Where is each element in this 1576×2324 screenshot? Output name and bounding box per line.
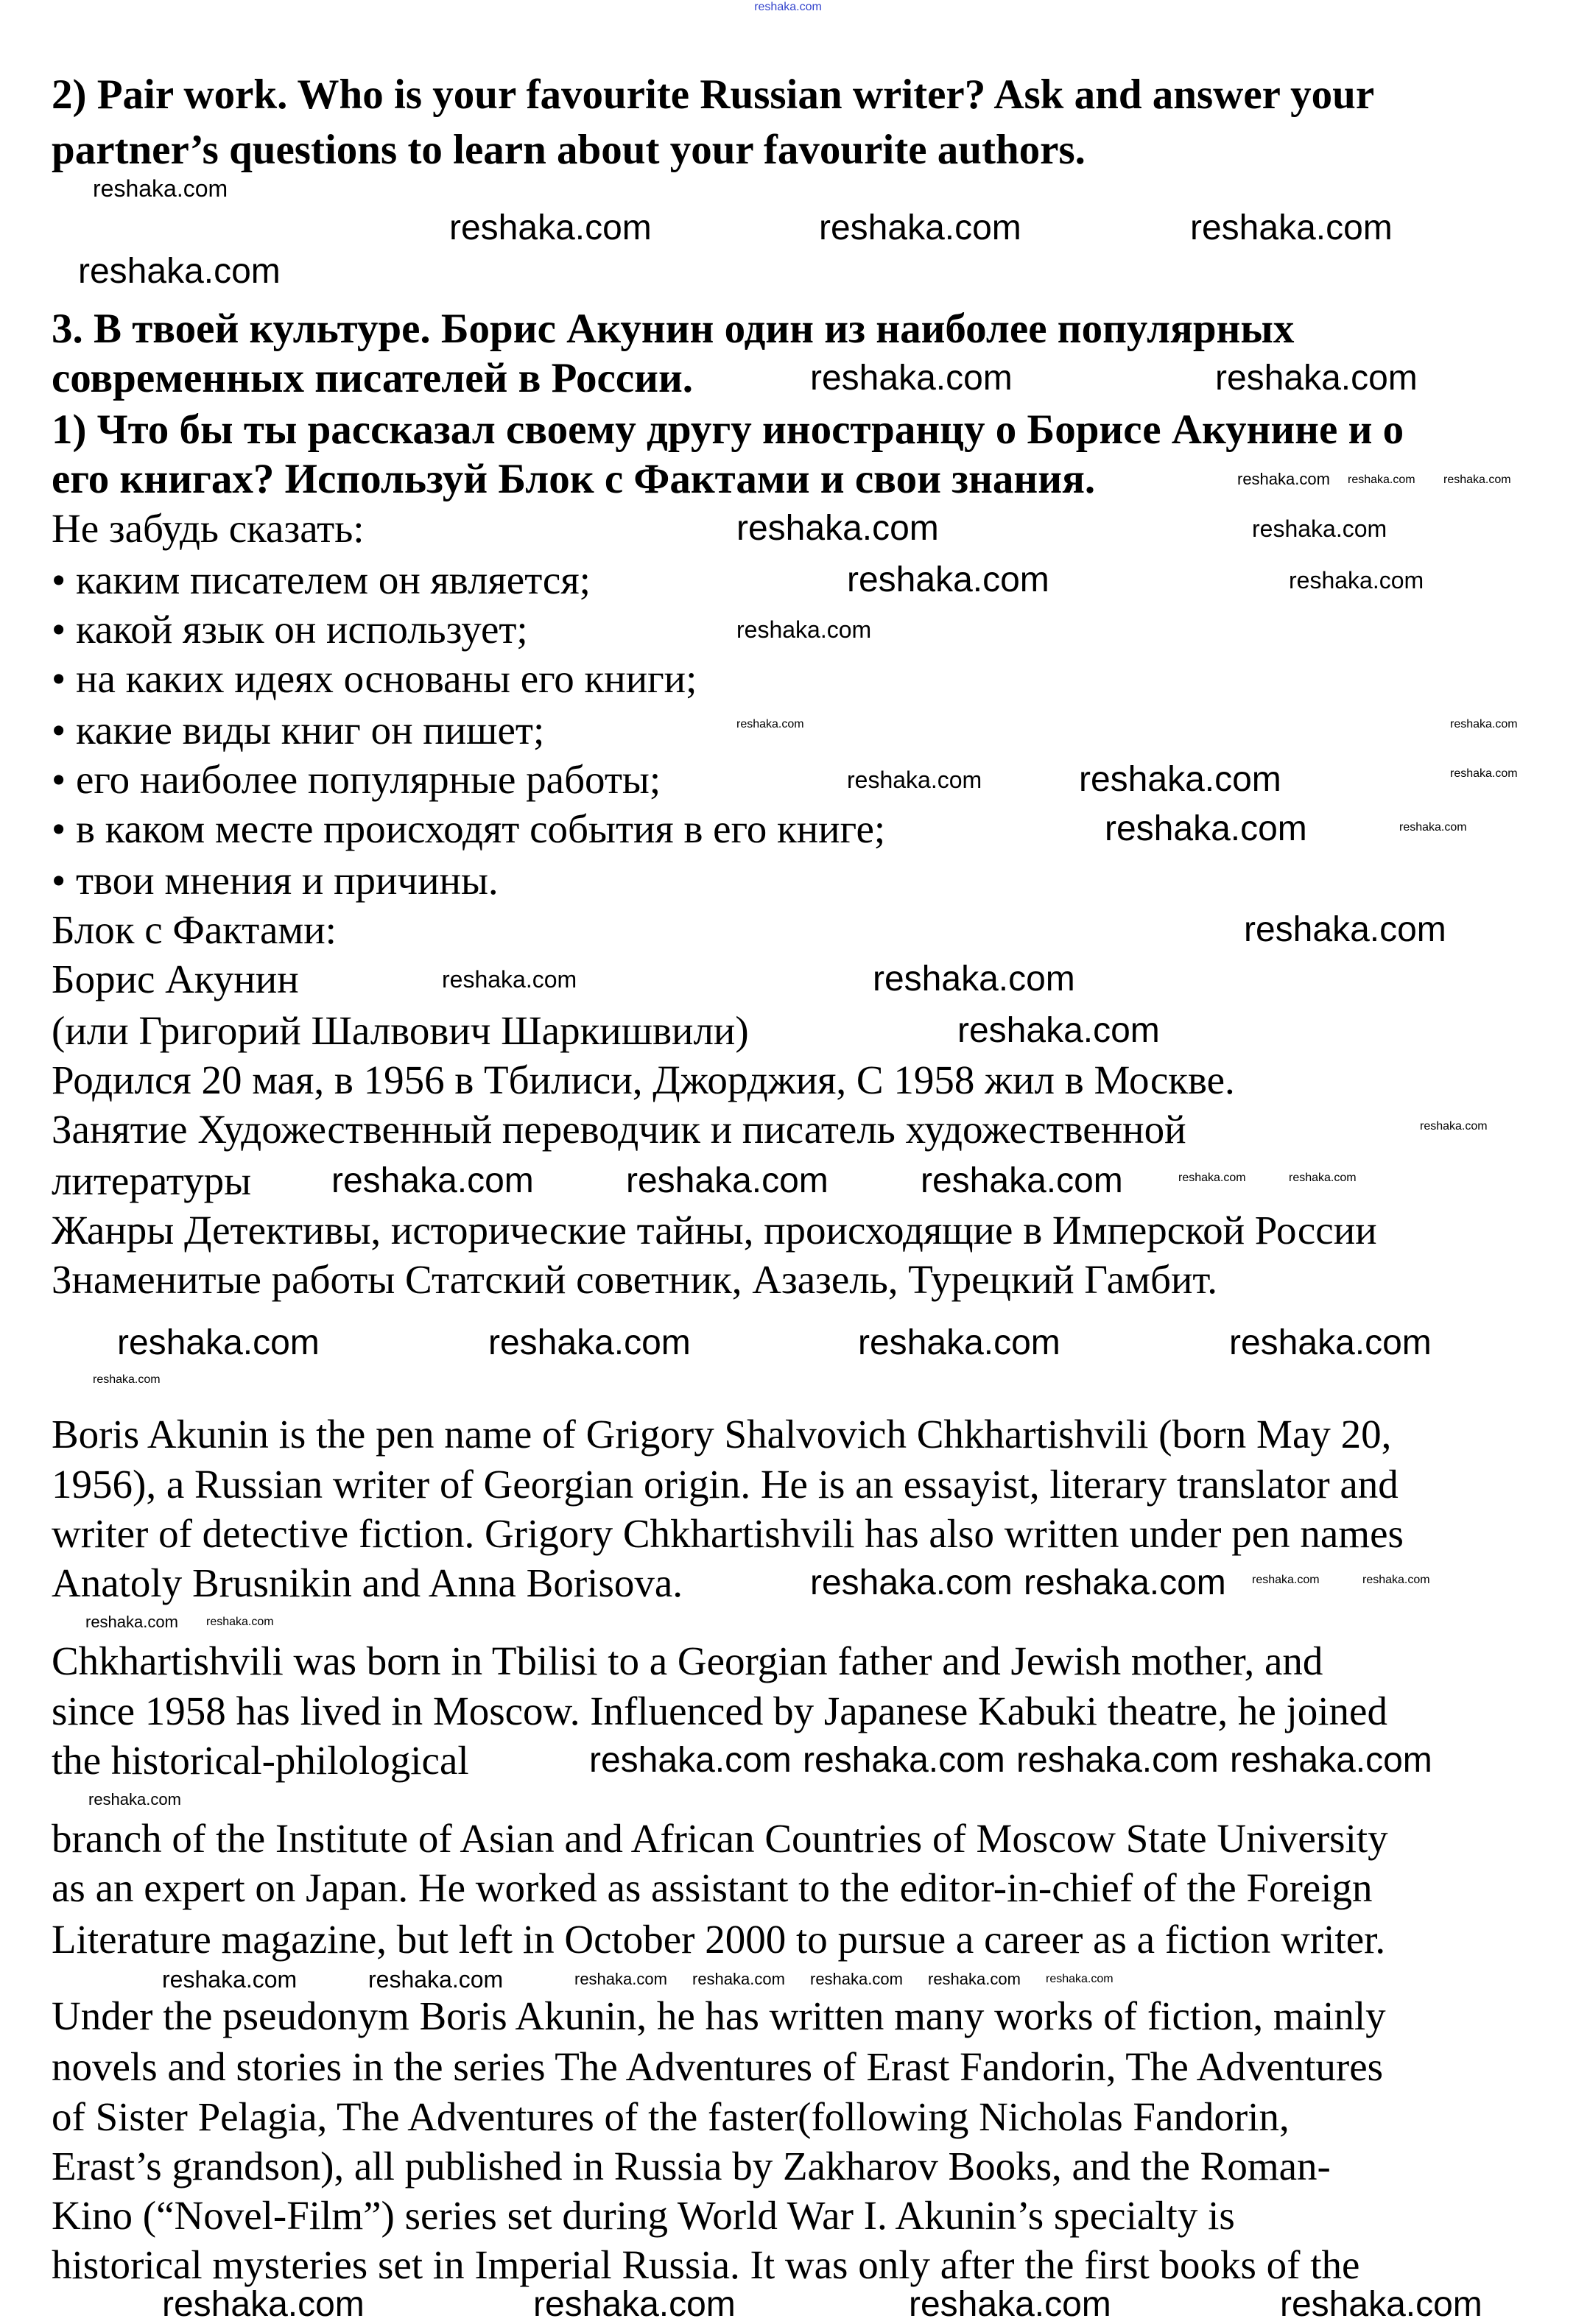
watermark: reshaka.com [85, 1613, 178, 1631]
watermark: reshaka.com [442, 966, 577, 993]
watermark: reshaka.com [957, 1011, 1160, 1050]
watermark: reshaka.com [1450, 767, 1518, 780]
english-line: writer of detective fiction. Grigory Chkhartishvili has also written under pen names [52, 1511, 1404, 1556]
body-line: Не забудь сказать: [52, 506, 365, 551]
watermark: reshaka.com [206, 1616, 274, 1628]
watermark: reshaka.com [117, 1323, 320, 1362]
watermark: reshaka.com [1399, 821, 1467, 834]
watermark: reshaka.com [1420, 1120, 1488, 1133]
watermark: reshaka.com [162, 1966, 298, 1993]
english-line: branch of the Institute of Asian and African Countries of Moscow State University [52, 1816, 1388, 1861]
english-line: Boris Akunin is the pen name of Grigory Shalvovich Chkhartishvili (born May 20, [52, 1412, 1392, 1457]
task2-line: 2) Pair work. Who is your favourite Russian writer? Ask and answer your [52, 71, 1375, 118]
watermark: reshaka.com [1230, 1741, 1432, 1780]
watermark: reshaka.com [368, 1966, 504, 1993]
watermark: reshaka.com [736, 616, 872, 643]
english-line: 1956), a Russian writer of Georgian origin. He is an essayist, literary translator and [52, 1462, 1399, 1507]
watermark: reshaka.com [810, 1970, 903, 1988]
english-line: of Sister Pelagia, The Adventures of the faster(following Nicholas Fandorin, [52, 2094, 1290, 2139]
watermark: reshaka.com [1105, 809, 1307, 848]
bullet-item: • его наиболее популярные работы; [52, 757, 661, 802]
facts-line: литературы [52, 1158, 252, 1203]
watermark: reshaka.com [1280, 2285, 1482, 2324]
bullet-item: • какой язык он использует; [52, 607, 528, 652]
watermark: reshaka.com [1289, 1172, 1357, 1184]
watermark: reshaka.com [488, 1323, 691, 1362]
watermark: reshaka.com [819, 208, 1021, 247]
facts-heading: Блок с Фактами: [52, 907, 337, 952]
bullet-item: • на каких идеях основаны его книги; [52, 656, 697, 701]
english-line: novels and stories in the series The Adventures of Erast Fandorin, The Adventures [52, 2044, 1384, 2089]
watermark: reshaka.com [1450, 718, 1518, 730]
facts-line: Жанры Детективы, исторические тайны, происходящие в Имперской России [52, 1208, 1377, 1253]
watermark: reshaka.com [1362, 1574, 1430, 1586]
facts-line: Знаменитые работы Статский советник, Азазель, Турецкий Гамбит. [52, 1257, 1218, 1302]
watermark: reshaka.com [1190, 208, 1393, 247]
english-line: Kino (“Novel-Film”) series set during World War I. Akunin’s specialty is [52, 2193, 1235, 2238]
task2-line: partner’s questions to learn about your favourite authors. [52, 127, 1086, 173]
english-line: the historical-philological [52, 1738, 469, 1783]
watermark: reshaka.com [736, 509, 939, 548]
watermark: reshaka.com [1244, 910, 1446, 949]
watermark: reshaka.com [449, 208, 652, 247]
watermark: reshaka.com [574, 1970, 667, 1988]
english-line: Under the pseudonym Boris Akunin, he has written many works of fiction, mainly [52, 1993, 1386, 2038]
facts-line: Занятие Художественный переводчик и писатель художественной [52, 1107, 1186, 1152]
watermark: reshaka.com [93, 1373, 161, 1386]
english-line: Erast’s grandson), all published in Russia by Zakharov Books, and the Roman- [52, 2144, 1331, 2189]
english-line: historical mysteries set in Imperial Russia. It was only after the first books of the [52, 2242, 1360, 2287]
watermark: reshaka.com [909, 2285, 1111, 2324]
bullet-item: • в каком месте происходят события в его книге; [52, 806, 886, 851]
task3-heading-line: 1) Что бы ты рассказал своему другу иностранцу о Борисе Акунине и о [52, 406, 1404, 453]
watermark: reshaka.com [1252, 515, 1387, 542]
bullet-item: • каким писателем он является; [52, 557, 591, 602]
watermark: reshaka.com [1237, 470, 1330, 488]
task3-heading-line: 3. В твоей культуре. Борис Акунин один из наиболее популярных [52, 306, 1295, 352]
english-line: Anatoly Brusnikin and Anna Borisova. [52, 1560, 683, 1605]
facts-line: Борис Акунин [52, 957, 299, 1001]
watermark: reshaka.com [873, 959, 1075, 999]
watermark: reshaka.com [78, 252, 281, 291]
watermark: reshaka.com [803, 1741, 1005, 1780]
bullet-item: • какие виды книг он пишет; [52, 708, 545, 753]
watermark: reshaka.com [1178, 1172, 1246, 1184]
header-watermark-link[interactable]: reshaka.com [754, 1, 822, 13]
english-line: as an expert on Japan. He worked as assistant to the editor-in-chief of the Foreign [52, 1865, 1373, 1910]
bullet-item: • твои мнения и причины. [52, 858, 499, 903]
watermark: reshaka.com [1348, 473, 1415, 486]
english-line: Literature magazine, but left in October 2000 to pursue a career as a fiction writer. [52, 1917, 1386, 1962]
english-line: since 1958 has lived in Moscow. Influenced by Japanese Kabuki theatre, he joined [52, 1689, 1387, 1733]
watermark: reshaka.com [847, 767, 982, 793]
watermark: reshaka.com [1215, 359, 1418, 398]
watermark: reshaka.com [533, 2285, 736, 2324]
watermark: reshaka.com [93, 175, 228, 202]
watermark: reshaka.com [692, 1970, 785, 1988]
english-line: Chkhartishvili was born in Tbilisi to a Georgian father and Jewish mother, and [52, 1638, 1323, 1683]
watermark: reshaka.com [162, 2285, 365, 2324]
watermark: reshaka.com [858, 1323, 1060, 1362]
facts-line: (или Григорий Шалвович Шаркишвили) [52, 1008, 749, 1053]
watermark: reshaka.com [810, 359, 1013, 398]
watermark: reshaka.com [1046, 1973, 1114, 1985]
watermark: reshaka.com [1289, 567, 1424, 594]
watermark: reshaka.com [921, 1161, 1123, 1200]
watermark: reshaka.com [331, 1161, 534, 1200]
watermark: reshaka.com [1252, 1574, 1320, 1586]
watermark: reshaka.com [1016, 1741, 1219, 1780]
watermark: reshaka.com [1443, 473, 1511, 486]
watermark: reshaka.com [589, 1741, 792, 1780]
watermark: reshaka.com [847, 560, 1049, 599]
watermark: reshaka.com [928, 1970, 1021, 1988]
watermark: reshaka.com [810, 1563, 1013, 1602]
task3-heading-line: современных писателей в России. [52, 355, 694, 401]
facts-line: Родился 20 мая, в 1956 в Тбилиси, Джорджия, С 1958 жил в Москве. [52, 1057, 1235, 1102]
watermark: reshaka.com [1079, 760, 1281, 799]
watermark: reshaka.com [736, 718, 804, 730]
task3-heading-line: его книгах? Используй Блок с Фактами и свои знания. [52, 456, 1096, 502]
watermark: reshaka.com [1024, 1563, 1226, 1602]
watermark: reshaka.com [626, 1161, 829, 1200]
watermark: reshaka.com [1229, 1323, 1432, 1362]
watermark: reshaka.com [88, 1790, 181, 1809]
